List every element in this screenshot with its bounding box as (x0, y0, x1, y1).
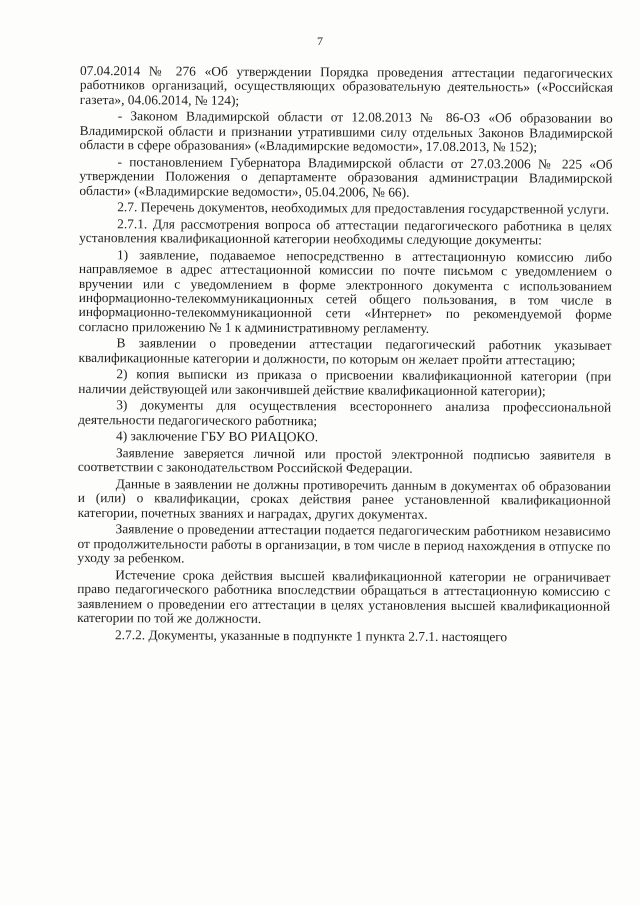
paragraph: 07.04.2014 № 276 «Об утверждении Порядка проведения аттестации педагогических работников организаций, осуществляющих образовательную деятельность» («Российская газета», 04.06.2014, № 124); (79, 63, 613, 108)
paragraph: Данные в заявлении не должны противоречить данным в документах об образовании и (или) о квалификации, сроках действия ранее установленной квалификационной категории, почетных званиях и наградах, других документах. (77, 476, 611, 522)
paragraph: 2.7.1. Для рассмотрения вопроса об аттестации педагогического работника в целях установления квалификационной категории необходимы следующие документы: (79, 216, 613, 248)
paragraph: - постановлением Губернатора Владимирской области от 27.03.2006 № 225 «Об утверждении Положения о департаменте образования администрации Владимирской области» («Владимирские ведомости», 05.04.2006, № 66). (79, 154, 613, 200)
paragraph: Заявление о проведении аттестации подается педагогическим работником независимо от продолжительности работы в организации, в том числе в период нахождения в отпуске по уходу за ребенком. (77, 521, 611, 566)
paragraph: 1) заявление, подаваемое непосредственно в аттестационную комиссию либо направляемое в адрес аттестационной комиссии по почте письмом с уведомлением о вручении или с уведомлением в форме электронного документа с использованием информационно-телекоммуникационных сетей общего пользования, в том числе в информационно-телекоммуникационной сети «Интернет» по рекомендуемой форме согласно приложению № 1 к административному регламенту. (78, 247, 613, 336)
paragraph: Истечение срока действия высшей квалификационной категории не ограничивает право педагогического работника впоследствии обращаться в аттестационную комиссию с заявлением о проведении его аттестации в целях установления высшей квалификационной категории по той же должности. (77, 567, 611, 627)
paragraph: 2.7. Перечень документов, необходимых для предоставления государственной услуги. (117, 199, 610, 217)
paragraph: Заявление заверяется личной или простой электронной подписью заявителя в соответствии с законодательством Российской Федерации. (77, 445, 611, 477)
paragraph: - Законом Владимирской области от 12.08.2013 № 86-ОЗ «Об образовании во Владимирской области и признании утратившими силу отдельных Законов Владимирской области в сфере образования» («Владимирские ведомости», 17.08.2013, № 152); (79, 108, 613, 155)
paragraph: 4) заключение ГБУ ВО РИАЦОКО. (116, 428, 319, 445)
paragraph: 2) копия выписки из приказа о присвоении квалификационной категории (при наличии действующей или закончившей действие квалификационной категории); (78, 366, 612, 399)
page-number: 7 (317, 34, 323, 48)
paragraph: 2.7.2. Документы, указанные в подпункте 1 пункта 2.7.1. настоящего (114, 626, 508, 644)
paragraph: В заявлении о проведении аттестации педагогический работник указывает квалификационные категории и должности, по которым он желает пройти аттестацию; (78, 335, 612, 368)
document-body (77, 64, 613, 647)
paragraph: 3) документы для осуществления всестороннего анализа профессиональной деятельности педагогического работника; (78, 397, 612, 429)
